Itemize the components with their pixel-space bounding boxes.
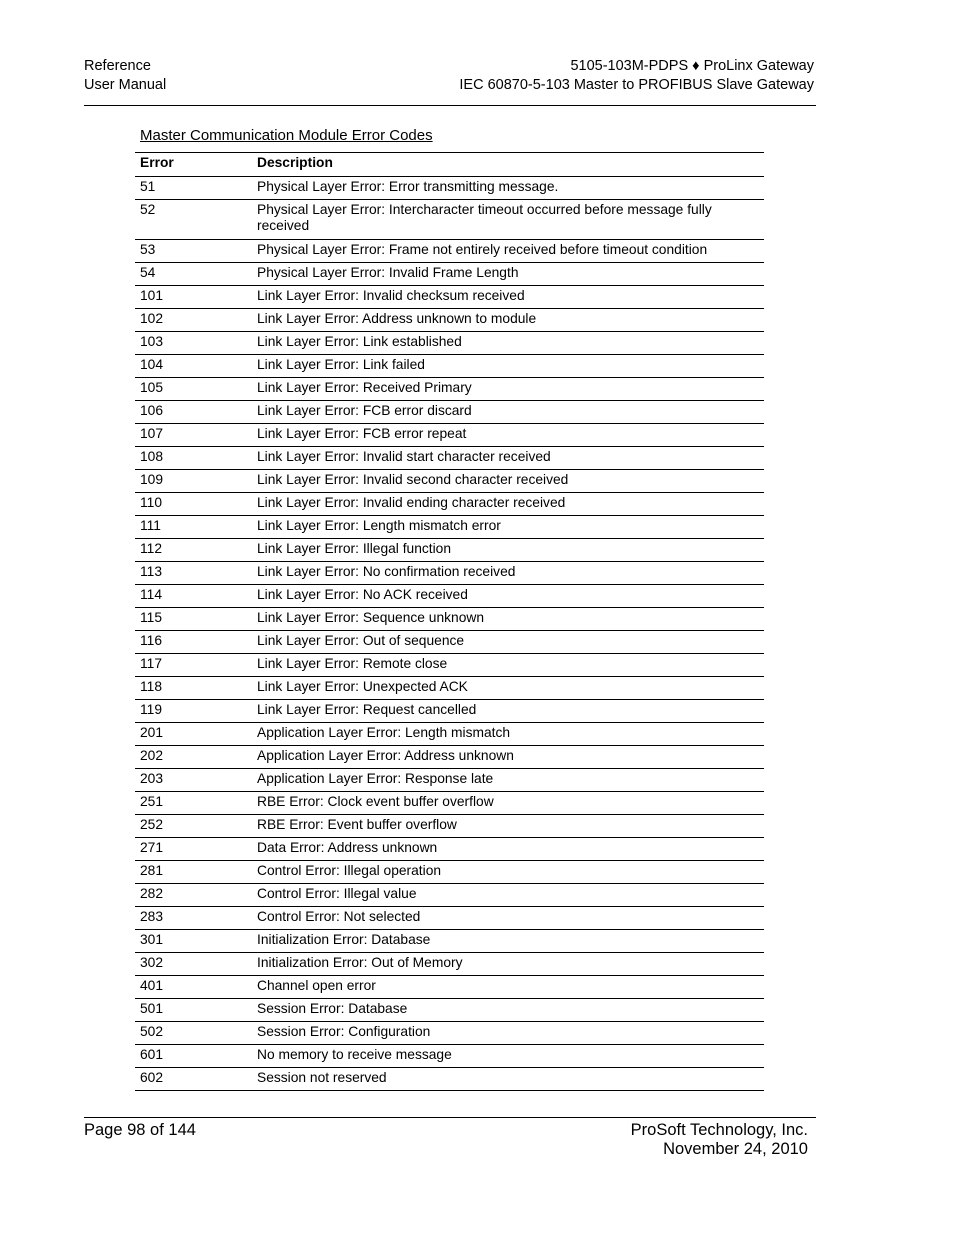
error-description-cell: Initialization Error: Database — [252, 929, 764, 952]
table-row — [135, 423, 764, 446]
error-code-cell: 283 — [135, 906, 252, 929]
page-number: Page 98 of 144 — [84, 1121, 196, 1139]
error-code-cell: 201 — [135, 722, 252, 745]
error-code-cell: 271 — [135, 837, 252, 860]
error-code-cell: 602 — [135, 1067, 252, 1090]
error-description-cell: Link Layer Error: Invalid checksum received — [252, 285, 764, 308]
error-code-cell: 105 — [135, 377, 252, 400]
error-description-cell: Physical Layer Error: Intercharacter timeout occurred before message fully received — [252, 199, 764, 239]
table-row — [135, 239, 764, 262]
table-row — [135, 952, 764, 975]
table-row — [135, 607, 764, 630]
table-row — [135, 676, 764, 699]
error-description-cell: Link Layer Error: FCB error repeat — [252, 423, 764, 446]
table-row — [135, 400, 764, 423]
table-row — [135, 906, 764, 929]
footer-right — [631, 1121, 808, 1159]
table-row — [135, 492, 764, 515]
table-row — [135, 975, 764, 998]
error-description-cell: Application Layer Error: Response late — [252, 768, 764, 791]
error-description-cell: Session Error: Configuration — [252, 1021, 764, 1044]
error-code-cell: 114 — [135, 584, 252, 607]
table-row — [135, 722, 764, 745]
table-row — [135, 883, 764, 906]
error-codes-table — [135, 152, 764, 1091]
table-row — [135, 745, 764, 768]
error-description-cell: Link Layer Error: Address unknown to module — [252, 308, 764, 331]
error-code-cell: 601 — [135, 1044, 252, 1067]
error-code-cell: 501 — [135, 998, 252, 1021]
error-code-cell: 109 — [135, 469, 252, 492]
error-description-cell: Link Layer Error: Invalid second character received — [252, 469, 764, 492]
table-row — [135, 538, 764, 561]
error-description-cell: Data Error: Address unknown — [252, 837, 764, 860]
error-code-cell: 281 — [135, 860, 252, 883]
table-row — [135, 561, 764, 584]
error-code-cell: 252 — [135, 814, 252, 837]
error-code-cell: 302 — [135, 952, 252, 975]
error-description-cell: Physical Layer Error: Error transmitting message. — [252, 176, 764, 199]
error-code-cell: 282 — [135, 883, 252, 906]
table-row — [135, 469, 764, 492]
error-description-cell: Initialization Error: Out of Memory — [252, 952, 764, 975]
header-divider — [84, 105, 816, 106]
table-row — [135, 308, 764, 331]
error-description-cell: Link Layer Error: Sequence unknown — [252, 607, 764, 630]
error-code-cell: 107 — [135, 423, 252, 446]
table-row — [135, 1021, 764, 1044]
table-row — [135, 331, 764, 354]
table-row — [135, 1067, 764, 1090]
error-code-cell: 102 — [135, 308, 252, 331]
error-description-cell: RBE Error: Clock event buffer overflow — [252, 791, 764, 814]
error-code-cell: 401 — [135, 975, 252, 998]
table-row — [135, 929, 764, 952]
error-description-cell: Application Layer Error: Address unknown — [252, 745, 764, 768]
error-code-cell: 104 — [135, 354, 252, 377]
error-code-cell: 203 — [135, 768, 252, 791]
error-code-cell: 502 — [135, 1021, 252, 1044]
header-doc-type: User Manual — [84, 77, 167, 93]
table-row — [135, 653, 764, 676]
error-description-cell: Link Layer Error: Link established — [252, 331, 764, 354]
table-row — [135, 584, 764, 607]
error-code-cell: 110 — [135, 492, 252, 515]
error-code-cell: 106 — [135, 400, 252, 423]
error-description-cell: No memory to receive message — [252, 1044, 764, 1067]
table-body — [135, 176, 764, 1090]
error-description-cell: Application Layer Error: Length mismatch — [252, 722, 764, 745]
error-description-cell: Link Layer Error: Request cancelled — [252, 699, 764, 722]
table-row — [135, 377, 764, 400]
error-code-cell: 54 — [135, 262, 252, 285]
error-code-cell: 202 — [135, 745, 252, 768]
error-code-cell: 113 — [135, 561, 252, 584]
header-left — [84, 57, 166, 95]
error-code-cell: 119 — [135, 699, 252, 722]
error-code-cell: 101 — [135, 285, 252, 308]
error-description-cell: Physical Layer Error: Frame not entirely received before timeout condition — [252, 239, 764, 262]
column-header-error: Error — [135, 153, 252, 177]
table-row — [135, 354, 764, 377]
error-description-cell: Channel open error — [252, 975, 764, 998]
table-row — [135, 630, 764, 653]
company-name: ProSoft Technology, Inc. — [630, 1121, 808, 1139]
error-description-cell: Link Layer Error: No ACK received — [252, 584, 764, 607]
error-description-cell: Link Layer Error: Received Primary — [252, 377, 764, 400]
error-description-cell: Link Layer Error: FCB error discard — [252, 400, 764, 423]
error-description-cell: Control Error: Illegal value — [252, 883, 764, 906]
error-description-cell: Session Error: Database — [252, 998, 764, 1021]
table-row — [135, 1044, 764, 1067]
error-description-cell: Control Error: Illegal operation — [252, 860, 764, 883]
error-code-cell: 53 — [135, 239, 252, 262]
error-code-cell: 115 — [135, 607, 252, 630]
error-code-cell: 111 — [135, 515, 252, 538]
table-row — [135, 285, 764, 308]
error-description-cell: Link Layer Error: Length mismatch error — [252, 515, 764, 538]
error-code-cell: 52 — [135, 199, 252, 239]
table-row — [135, 699, 764, 722]
table-row — [135, 515, 764, 538]
error-code-cell: 117 — [135, 653, 252, 676]
header-section: Reference — [84, 58, 151, 74]
error-code-cell: 112 — [135, 538, 252, 561]
error-description-cell: Link Layer Error: Out of sequence — [252, 630, 764, 653]
table-row — [135, 262, 764, 285]
error-description-cell: Link Layer Error: Invalid start character received — [252, 446, 764, 469]
error-description-cell: Link Layer Error: Unexpected ACK — [252, 676, 764, 699]
error-code-cell: 301 — [135, 929, 252, 952]
error-description-cell: Link Layer Error: Invalid ending character received — [252, 492, 764, 515]
error-description-cell: Control Error: Not selected — [252, 906, 764, 929]
table-header-row — [135, 153, 764, 177]
error-code-cell: 51 — [135, 176, 252, 199]
error-description-cell: Physical Layer Error: Invalid Frame Length — [252, 262, 764, 285]
error-code-cell: 251 — [135, 791, 252, 814]
footer-divider — [84, 1117, 816, 1118]
table-row — [135, 768, 764, 791]
table-row — [135, 791, 764, 814]
error-description-cell: Link Layer Error: No confirmation received — [252, 561, 764, 584]
error-code-cell: 103 — [135, 331, 252, 354]
header-product: 5105-103M-PDPS ♦ ProLinx Gateway — [570, 58, 814, 74]
error-description-cell: Link Layer Error: Remote close — [252, 653, 764, 676]
table-row — [135, 199, 764, 239]
table-caption: Master Communication Module Error Codes — [140, 127, 433, 144]
column-header-description: Description — [252, 153, 764, 177]
error-description-cell: Link Layer Error: Illegal function — [252, 538, 764, 561]
header-right — [459, 57, 814, 95]
document-date: November 24, 2010 — [663, 1140, 808, 1158]
table-row — [135, 837, 764, 860]
header-product-desc: IEC 60870-5-103 Master to PROFIBUS Slave Gateway — [459, 77, 814, 93]
error-description-cell: Link Layer Error: Link failed — [252, 354, 764, 377]
table-row — [135, 176, 764, 199]
table-row — [135, 814, 764, 837]
table-row — [135, 998, 764, 1021]
table-row — [135, 446, 764, 469]
error-description-cell: RBE Error: Event buffer overflow — [252, 814, 764, 837]
table-row — [135, 860, 764, 883]
error-code-cell: 118 — [135, 676, 252, 699]
error-code-cell: 108 — [135, 446, 252, 469]
error-description-cell: Session not reserved — [252, 1067, 764, 1090]
error-code-cell: 116 — [135, 630, 252, 653]
